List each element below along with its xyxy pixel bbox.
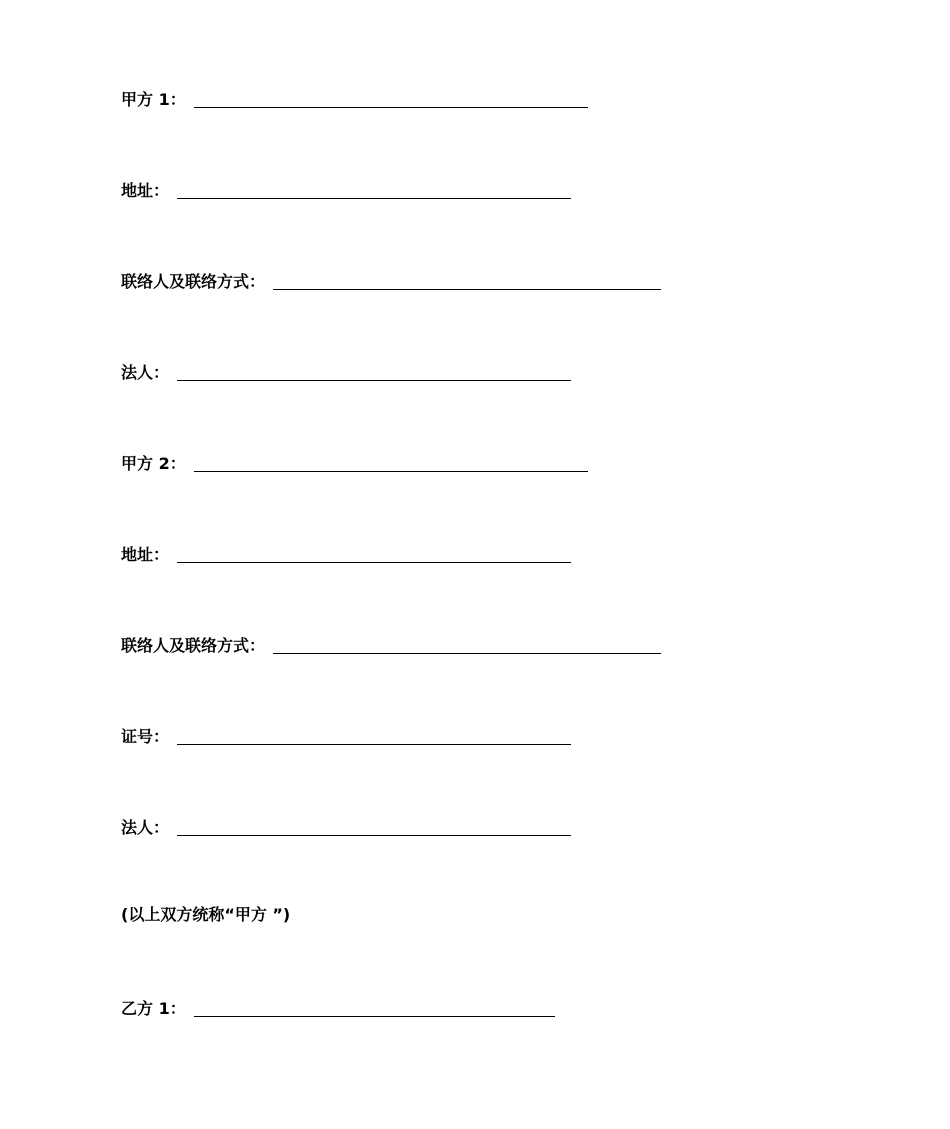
party-a1-contact-blank[interactable] <box>273 271 661 290</box>
party-a1-address-row <box>121 177 571 201</box>
party-a2-contact-row <box>121 632 661 656</box>
party-a2-row <box>121 450 588 474</box>
party-a2-id-row <box>121 723 571 747</box>
party-b1-label: 乙方 1： <box>121 999 186 1018</box>
party-a2-contact-blank[interactable] <box>273 635 661 654</box>
party-a1-contact-row <box>121 268 661 292</box>
party-b1-blank[interactable] <box>194 998 555 1017</box>
party-a1-contact-label: 联络人及联络方式： <box>121 272 266 291</box>
party-a1-legal-label: 法人： <box>121 363 170 382</box>
party-a1-address-blank[interactable] <box>177 180 571 199</box>
party-a1-legal-blank[interactable] <box>177 362 571 381</box>
party-a1-row <box>121 86 588 110</box>
party-a2-address-label: 地址： <box>121 545 170 564</box>
party-a2-id-label: 证号： <box>121 727 170 746</box>
party-a2-label: 甲方 2： <box>121 454 186 473</box>
party-a2-address-blank[interactable] <box>177 544 571 563</box>
party-a1-legal-row <box>121 359 571 383</box>
party-a2-contact-label: 联络人及联络方式： <box>121 636 266 655</box>
party-a2-address-row <box>121 541 571 565</box>
party-a1-label: 甲方 1： <box>121 90 186 109</box>
party-a-note: (以上双方统称“甲方 ”) <box>121 905 291 924</box>
party-a2-legal-blank[interactable] <box>177 817 571 836</box>
party-a2-blank[interactable] <box>194 453 588 472</box>
party-a2-legal-row <box>121 814 571 838</box>
party-a1-address-label: 地址： <box>121 181 170 200</box>
party-a2-legal-label: 法人： <box>121 818 170 837</box>
party-a2-id-blank[interactable] <box>177 726 571 745</box>
party-b1-row <box>121 995 555 1019</box>
party-a1-blank[interactable] <box>194 89 588 108</box>
